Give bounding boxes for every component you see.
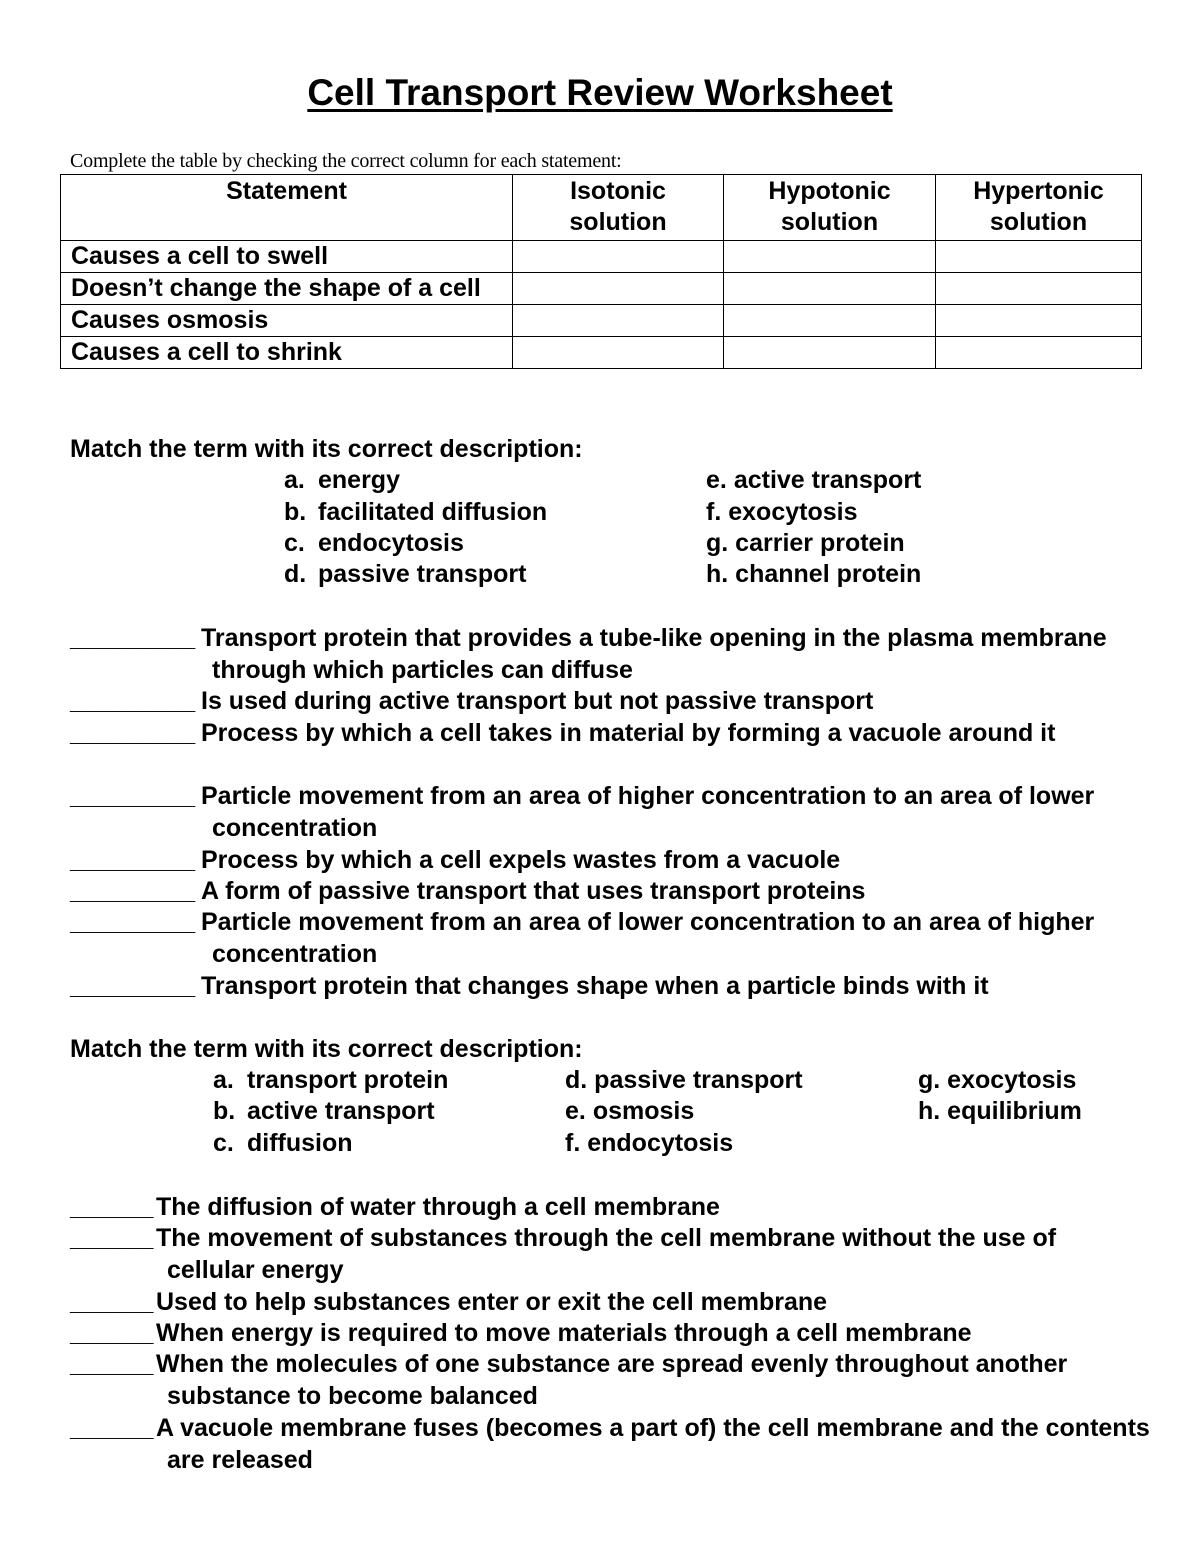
table-row (61, 305, 1142, 337)
match2-option: g. exocytosis (918, 1066, 1077, 1094)
match1-question: _________ Transport protein that changes shape when a particle binds with it (70, 971, 1150, 1003)
answer-blank[interactable]: ______ (70, 1319, 154, 1347)
answer-blank[interactable]: _________ (70, 877, 196, 905)
match2-option: e. osmosis (565, 1097, 695, 1125)
statement-cell: Causes a cell to shrink (61, 337, 513, 369)
match2-option: h. equilibrium (918, 1097, 1082, 1125)
table-row (61, 273, 1142, 305)
match1-question: _________ Transport protein that provides a tube-like opening in the plasma membrane through which particles can diffuse (70, 624, 1107, 684)
match2-question: ______ Used to help substances enter or exit the cell membrane (70, 1287, 1150, 1319)
match1-question: _________ A form of passive transport that uses transport proteins (70, 876, 1150, 908)
answer-blank[interactable]: _________ (70, 719, 196, 747)
header-hypertonic: Hypertonic solution (936, 175, 1142, 241)
table-row (61, 241, 1142, 273)
isotonic-check-cell[interactable] (513, 241, 724, 273)
statement-cell: Causes a cell to swell (61, 241, 513, 273)
match1-option: a. energy (284, 466, 400, 494)
hypotonic-check-cell[interactable] (724, 241, 936, 273)
match2-option: a. transport protein (213, 1066, 449, 1094)
hypotonic-check-cell[interactable] (724, 273, 936, 305)
statement-cell: Causes osmosis (61, 305, 513, 337)
match2-question: ______ The movement of substances through the cell membrane without the use of cellular energy (70, 1224, 1057, 1284)
match1-option: d. passive transport (284, 560, 527, 588)
isotonic-check-cell[interactable] (513, 305, 724, 337)
match1-question: _________ Is used during active transport but not passive transport (70, 686, 1150, 718)
match2-option: f. endocytosis (565, 1129, 734, 1157)
answer-blank[interactable]: ______ (70, 1224, 154, 1252)
match2-heading: Match the term with its correct description: (70, 1035, 583, 1063)
match2-question: ______ When energy is required to move materials through a cell membrane (70, 1318, 1150, 1350)
table-row (61, 337, 1142, 369)
table-instruction: Complete the table by checking the correct column for each statement: (70, 150, 622, 172)
match2-option: d. passive transport (565, 1066, 803, 1094)
answer-blank[interactable]: _________ (70, 782, 196, 810)
isotonic-check-cell[interactable] (513, 273, 724, 305)
solution-table (60, 174, 1142, 369)
match1-option: b. facilitated diffusion (284, 498, 548, 526)
answer-blank[interactable]: ______ (70, 1350, 154, 1378)
match1-option: f. exocytosis (706, 498, 858, 526)
answer-blank[interactable]: _________ (70, 624, 196, 652)
match2-question: ______ When the molecules of one substance are spread evenly throughout another substance to become balanced (70, 1350, 1068, 1410)
answer-blank[interactable]: _________ (70, 908, 196, 936)
answer-blank[interactable]: _________ (70, 687, 196, 715)
answer-blank[interactable]: ______ (70, 1414, 154, 1442)
match2-option: b. active transport (213, 1097, 435, 1125)
answer-blank[interactable]: _________ (70, 846, 196, 874)
match1-option: h. channel protein (706, 560, 922, 588)
match1-option: e. active transport (706, 466, 922, 494)
match2-question: ______ A vacuole membrane fuses (becomes a part of) the cell membrane and the contents are released (70, 1414, 1150, 1474)
answer-blank[interactable]: _________ (70, 972, 196, 1000)
match1-option: c. endocytosis (284, 529, 464, 557)
match1-option: g. carrier protein (706, 529, 905, 557)
hypotonic-check-cell[interactable] (724, 305, 936, 337)
match1-question: _________ Process by which a cell takes in material by forming a vacuole around it (70, 718, 1150, 750)
hypertonic-check-cell[interactable] (936, 241, 1142, 273)
answer-blank[interactable]: ______ (70, 1193, 154, 1221)
match1-question: _________ Particle movement from an area of higher concentration to an area of lower concentration (70, 782, 1095, 842)
header-isotonic: Isotonic solution (513, 175, 724, 241)
isotonic-check-cell[interactable] (513, 337, 724, 369)
hypertonic-check-cell[interactable] (936, 305, 1142, 337)
worksheet-title: Cell Transport Review Worksheet (307, 72, 893, 113)
hypotonic-check-cell[interactable] (724, 337, 936, 369)
statement-cell: Doesn’t change the shape of a cell (61, 273, 513, 305)
table-header-row (61, 175, 1142, 241)
match1-question: _________ Particle movement from an area of lower concentration to an area of higher concentration (70, 908, 1095, 968)
hypertonic-check-cell[interactable] (936, 337, 1142, 369)
match2-question: ______ The diffusion of water through a cell membrane (70, 1192, 1150, 1224)
header-statement: Statement (61, 175, 513, 241)
hypertonic-check-cell[interactable] (936, 273, 1142, 305)
match2-option: c. diffusion (213, 1129, 353, 1157)
answer-blank[interactable]: ______ (70, 1288, 154, 1316)
match1-question: _________ Process by which a cell expels wastes from a vacuole (70, 845, 1150, 877)
header-hypotonic: Hypotonic solution (724, 175, 936, 241)
match1-heading: Match the term with its correct description: (70, 435, 583, 463)
